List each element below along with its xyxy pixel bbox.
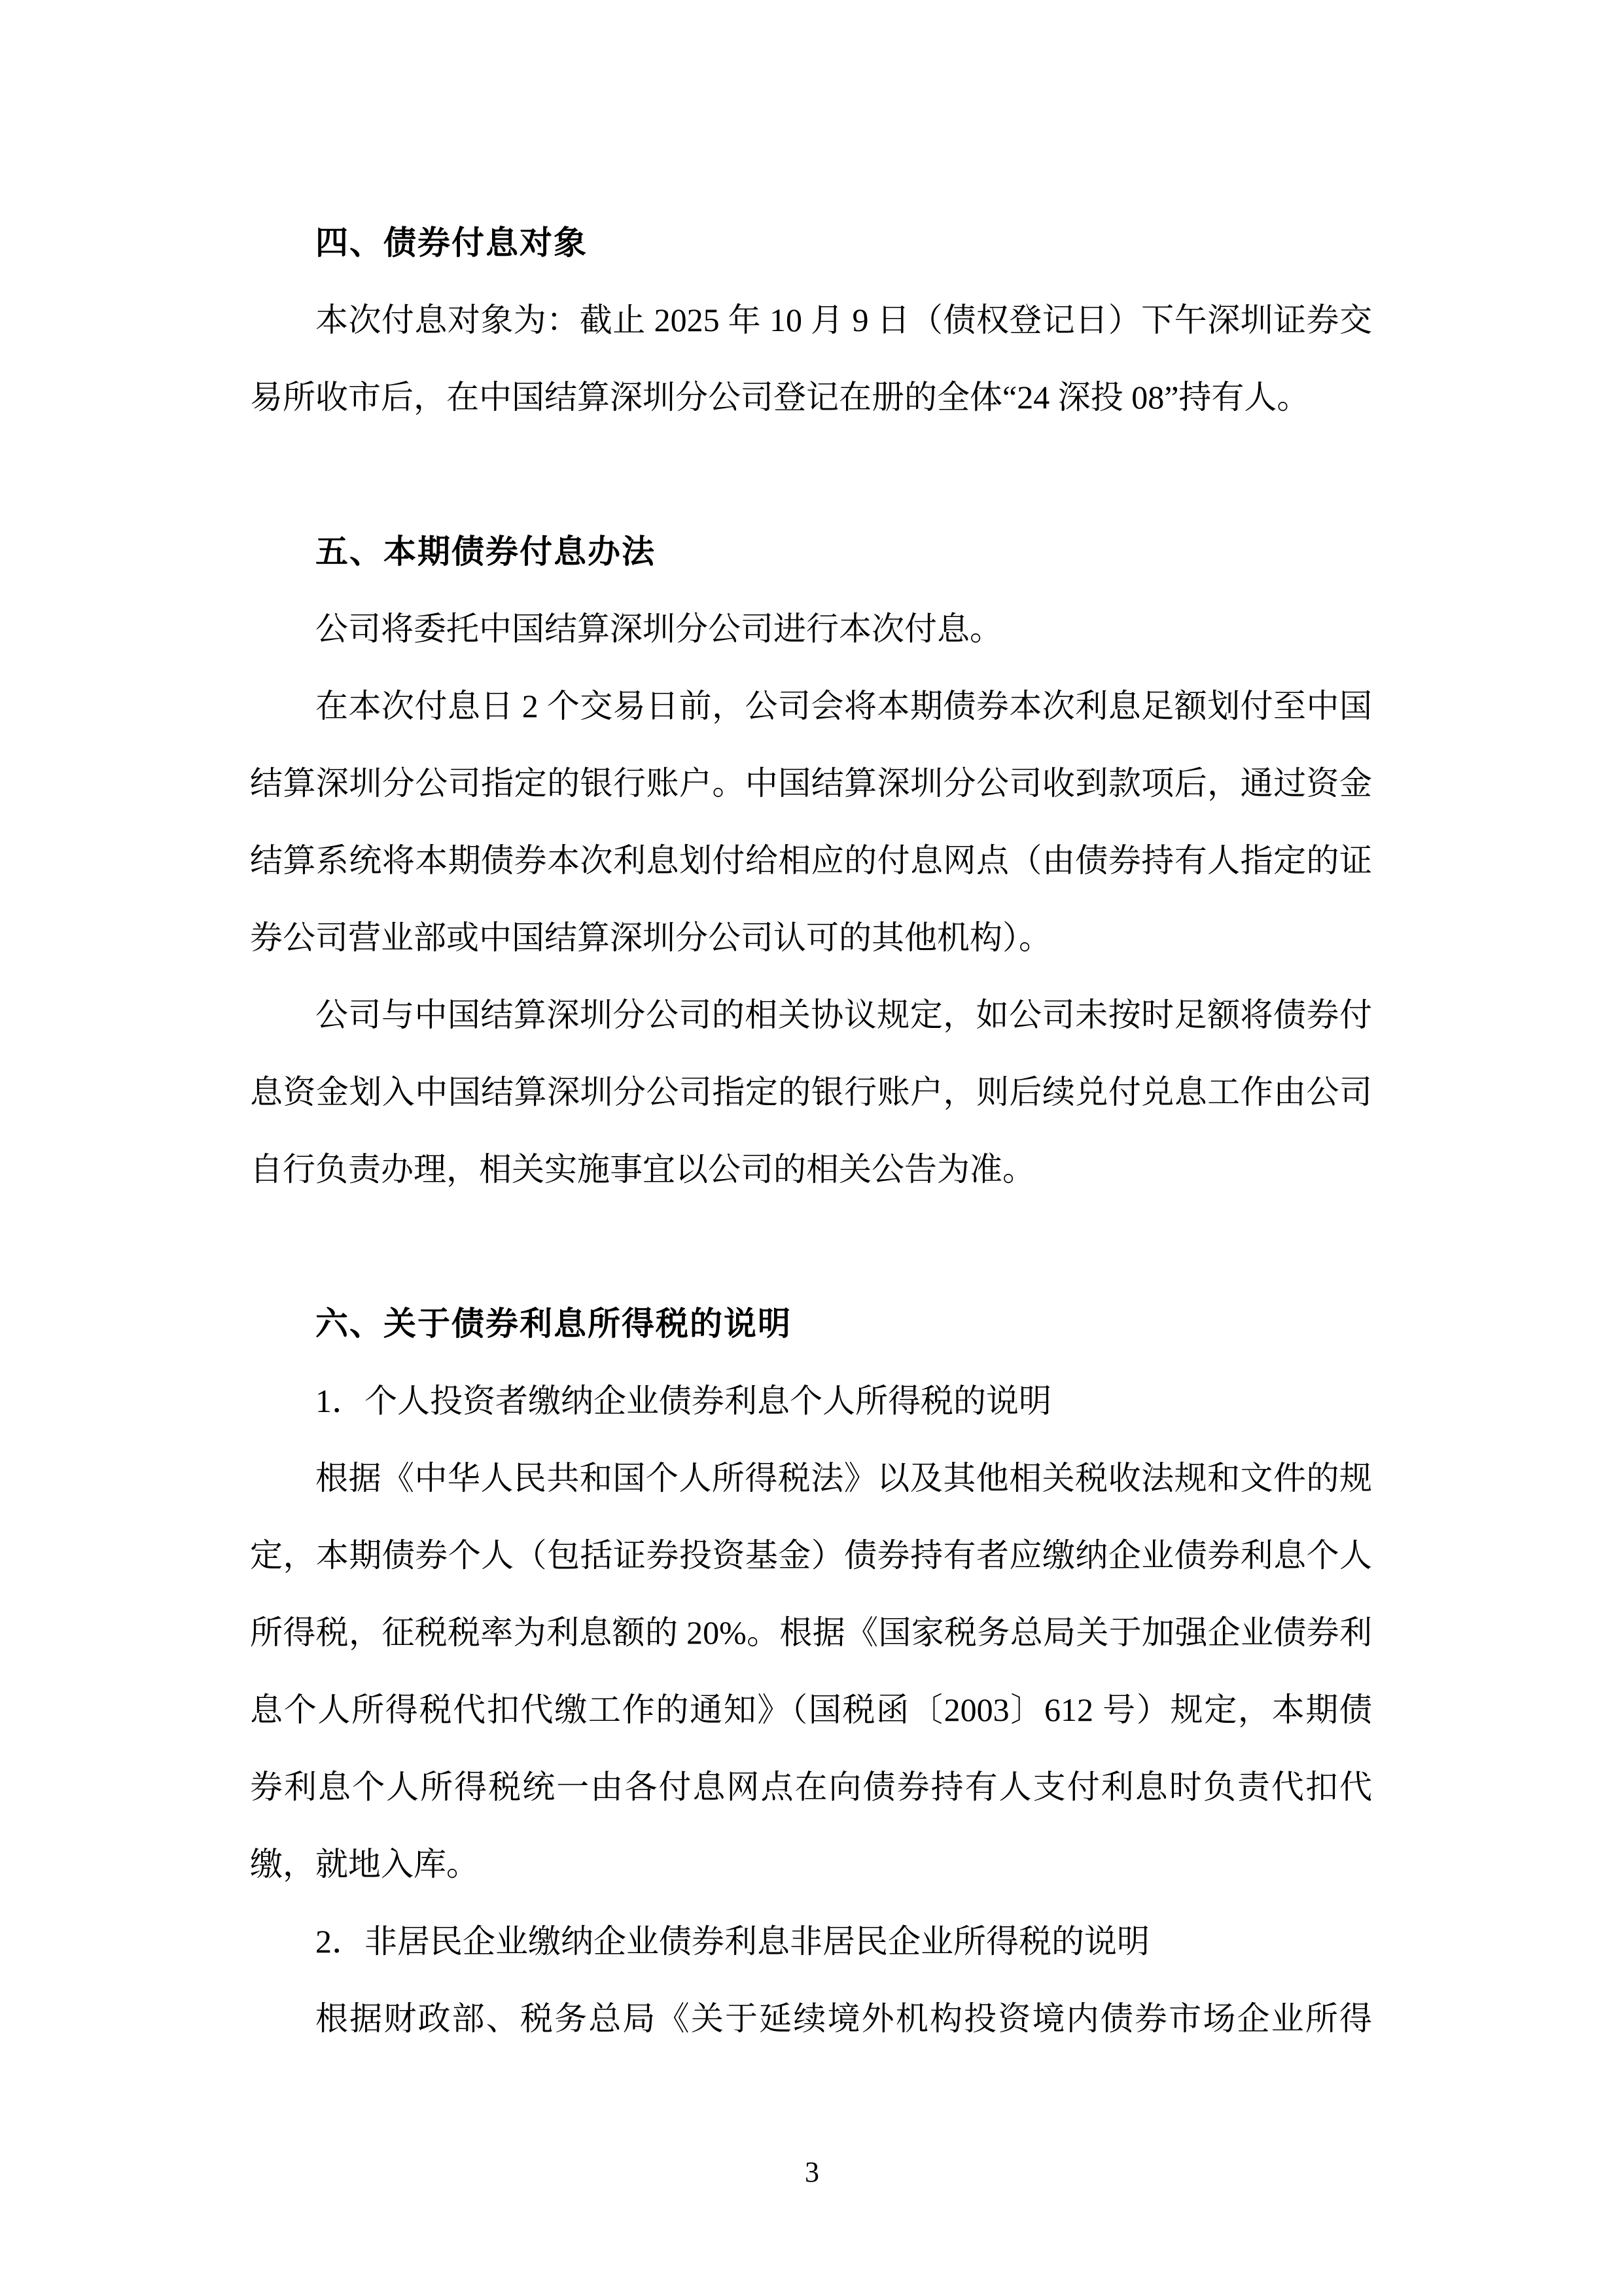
document-line: 所得税，征税税率为利息额的 20%。根据《国家税务总局关于加强企业债券利 [250, 1614, 1372, 1651]
document-line: 自行负责办理，相关实施事宜以公司的相关公告为准。 [250, 1151, 1035, 1188]
document-section [250, 513, 1372, 1208]
section-heading: 五、本期债券付息办法 [315, 533, 656, 570]
document-line: 公司将委托中国结算深圳分公司进行本次付息。 [315, 610, 1002, 647]
document-line: 券利息个人所得税统一由各付息网点在向债券持有人支付利息时负责代扣代 [250, 1769, 1372, 1805]
document-line: 在本次付息日 2 个交易日前，公司会将本期债券本次利息足额划付至中国 [315, 688, 1372, 724]
document-line: 定，本期债券个人（包括证券投资基金）债券持有者应缴纳企业债券利息个人 [250, 1537, 1372, 1574]
document-section [250, 1285, 1372, 2057]
document-line: 根据《中华人民共和国个人所得税法》以及其他相关税收法规和文件的规 [315, 1460, 1372, 1496]
section-heading: 六、关于债券利息所得税的说明 [315, 1305, 792, 1342]
document-line: 息资金划入中国结算深圳分公司指定的银行账户，则后续兑付兑息工作由公司 [250, 1074, 1372, 1110]
document-line: 根据财政部、税务总局《关于延续境外机构投资境内债券市场企业所得 [315, 2000, 1372, 2037]
document-line: 本次付息对象为：截止 2025 年 10 月 9 日（债权登记日）下午深圳证券交 [315, 302, 1372, 338]
document-line: 缴，就地入库。 [250, 1846, 479, 1882]
document-line: 结算深圳分公司指定的银行账户。中国结算深圳分公司收到款项后，通过资金 [250, 765, 1372, 802]
document-section [250, 204, 1372, 436]
document-line: 易所收市后，在中国结算深圳分公司登记在册的全体“24 深投 08”持有人。 [250, 379, 1310, 415]
document-line: 1．个人投资者缴纳企业债券利息个人所得税的说明 [315, 1383, 1051, 1419]
page-number: 3 [805, 2156, 819, 2188]
document-line: 公司与中国结算深圳分公司的相关协议规定，如公司未按时足额将债券付 [315, 997, 1372, 1033]
document-line: 2．非居民企业缴纳企业债券利息非居民企业所得税的说明 [315, 1923, 1150, 1960]
document-body [250, 204, 1372, 2057]
document-line: 结算系统将本期债券本次利息划付给相应的付息网点（由债券持有人指定的证 [250, 842, 1372, 879]
page-footer [0, 2140, 1624, 2205]
section-heading: 四、债券付息对象 [315, 224, 588, 261]
document-line: 券公司营业部或中国结算深圳分公司认可的其他机构）。 [250, 919, 1051, 956]
document-line: 息个人所得税代扣代缴工作的通知》（国税函〔2003〕612 号）规定，本期债 [250, 1691, 1372, 1728]
